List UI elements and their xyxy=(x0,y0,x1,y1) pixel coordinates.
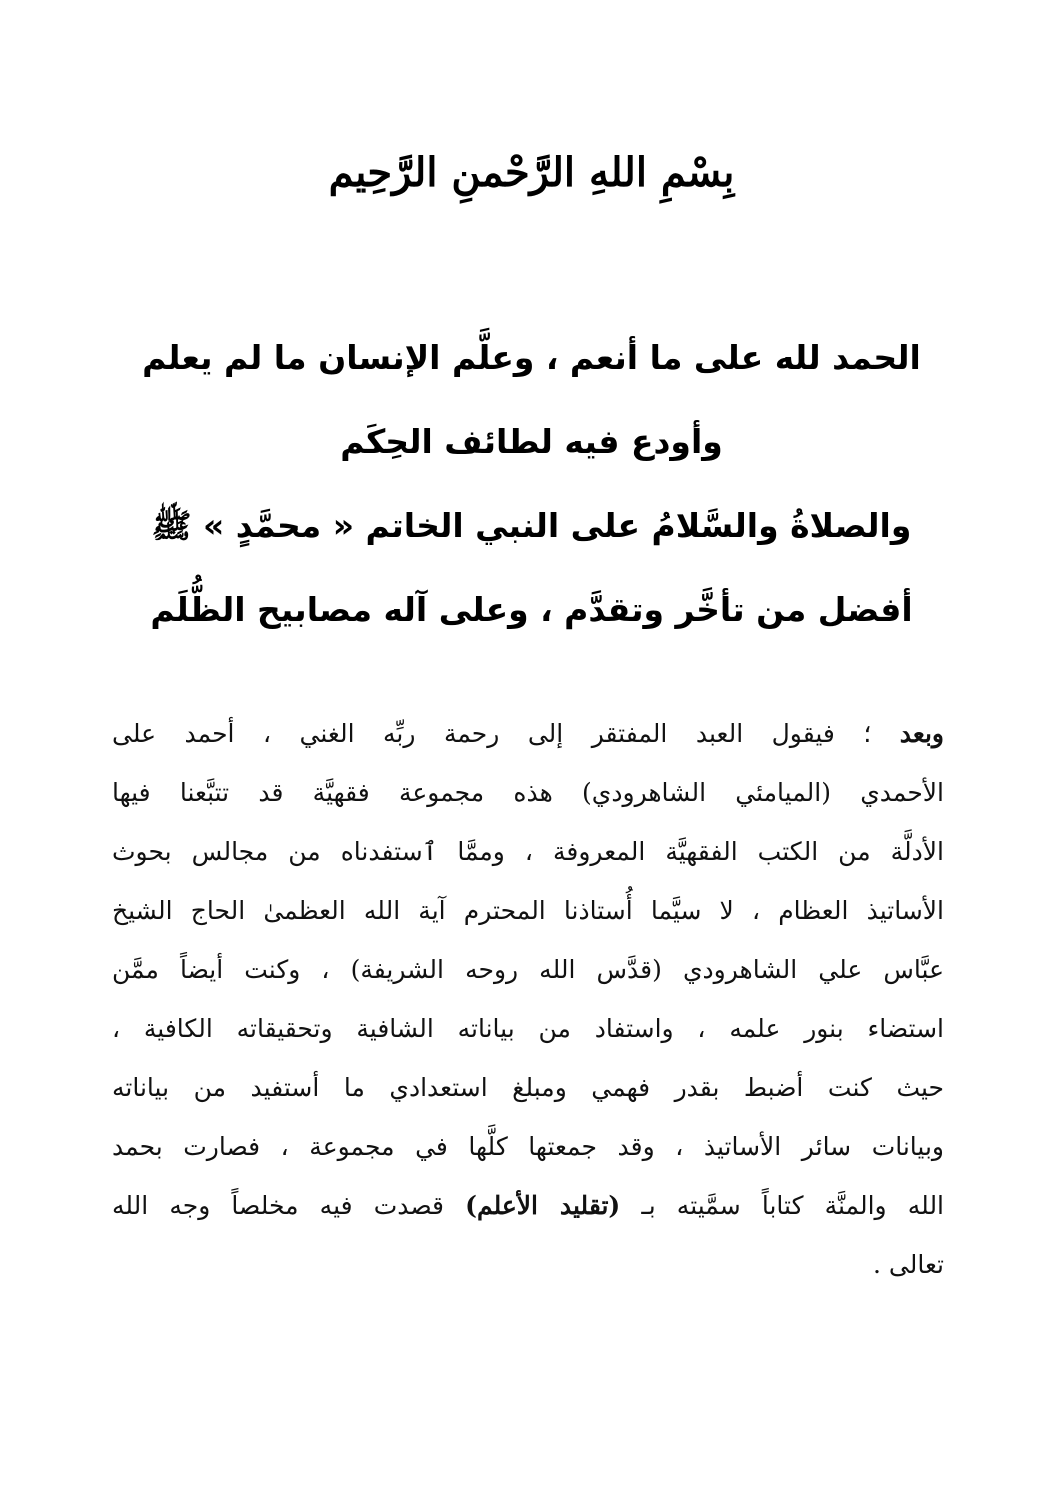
opening-word: وبعد xyxy=(899,719,944,748)
basmala-calligraphy: بِسْمِ اللهِ الرَّحْمنِ الرَّحِيم xyxy=(328,149,735,196)
praise-line-3: والصلاةُ والسَّلامُ على النبي الخاتم « محمَّدٍ » ﷺ xyxy=(151,506,912,545)
paragraph-line-8: وبيانات سائر الأساتيذ ، وقد جمعتها كلَّها في مجموعة ، فصارت بحمد xyxy=(112,1132,944,1161)
book-title: (تقليد الأعلم) xyxy=(465,1191,621,1220)
opening-praise xyxy=(120,316,943,652)
paragraph-line-5: عبَّاس علي الشاهرودي (قدَّس الله روحه الشريفة) ، وكنت أيضاً ممَّن xyxy=(112,955,944,984)
paragraph-line-7: حيث كنت أضبط بقدر فهمي ومبلغ استعدادي ما أستفيد من بياناته xyxy=(112,1073,944,1102)
paragraph-line-3: الأدلَّة من الكتب الفقهيَّة المعروفة ، وممَّا ٱستفدناه من مجالس بحوث xyxy=(112,837,944,866)
paragraph-line-2: الأحمدي (الميامئي الشاهرودي) هذه مجموعة فقهيَّة قد تتبَّعنا فيها xyxy=(112,778,944,807)
paragraph-line-9 xyxy=(112,1176,944,1235)
praise-line-1: الحمد لله على ما أنعم ، وعلَّم الإنسان ما لم يعلم xyxy=(142,338,921,377)
paragraph-line-1-text: ؛ فيقول العبد المفتقر إلى رحمة ربِّه الغني ، أحمد على xyxy=(112,719,900,748)
paragraph-line-1 xyxy=(112,704,944,763)
paragraph-line-9-post: قصدت فيه مخلصاً وجه الله xyxy=(112,1191,466,1220)
paragraph-line-6: استضاء بنور علمه ، واستفاد من بياناته الشافية وتحقيقاته الكافية ، xyxy=(112,1014,944,1043)
praise-line-2: وأودع فيه لطائف الحِكَم xyxy=(340,422,723,461)
paragraph-line-4: الأساتيذ العظام ، لا سيَّما أُستاذنا المحترم آية الله العظمىٰ الحاج الشيخ xyxy=(112,896,944,925)
paragraph-line-10: تعالى . xyxy=(873,1250,944,1279)
paragraph-line-9-pre: الله والمنَّة كتاباً سمَّيته بـ xyxy=(620,1191,945,1220)
introduction-paragraph xyxy=(112,704,944,1294)
praise-line-4: أفضل من تأخَّر وتقدَّم ، وعلى آله مصابيح الظُّلَم xyxy=(150,590,913,629)
